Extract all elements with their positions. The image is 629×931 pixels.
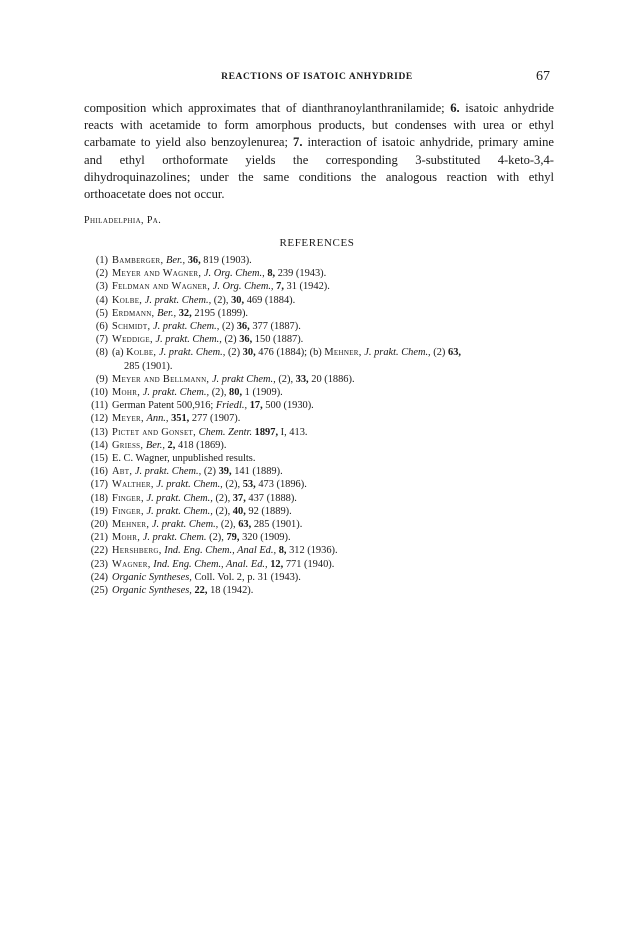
- reference-item: (20) Mehner, J. prakt. Chem., (2), 63, 285 (1901).: [90, 519, 303, 531]
- item-number-7: 7.: [293, 135, 303, 150]
- reference-item: (12) Meyer, Ann., 351, 277 (1907).: [90, 413, 241, 425]
- reference-item: (6) Schmidt, J. prakt. Chem., (2) 36, 377 (1887).: [95, 321, 301, 333]
- reference-item: (23) Wagner, Ind. Eng. Chem., Anal. Ed., 12, 771 (1940).: [90, 558, 335, 570]
- page-number: 67: [536, 69, 550, 84]
- reference-item: (14) Griess, Ber., 2, 418 (1869).: [90, 439, 227, 451]
- reference-item: (11) German Patent 500,916; Friedl., 17, 500 (1930).: [91, 400, 314, 412]
- reference-item: (13) Pictet and Gonset, Chem. Zentr. 1897, I, 413.: [90, 426, 308, 438]
- reference-item: (4) Kolbe, J. prakt. Chem., (2), 30, 469 (1884).: [95, 294, 296, 306]
- references-heading: REFERENCES: [279, 237, 355, 249]
- reference-item: (24) Organic Syntheses, Coll. Vol. 2, p. 31 (1943).: [90, 571, 301, 583]
- reference-item: (7) Weddige, J. prakt. Chem., (2) 36, 150 (1887).: [95, 334, 304, 346]
- reference-item: (17) Walther, J. prakt. Chem., (2), 53, 473 (1896).: [90, 479, 307, 491]
- body-text-2: isatoic anhydride reacts with acetamide to form amorphous products, but condenses with urea or ethyl carbamate to yield also benzoylenurea;: [84, 101, 554, 150]
- reference-item: (22) Hershberg, Ind. Eng. Chem., Anal Ed., 8, 312 (1936).: [90, 545, 338, 557]
- body-text-1: composition which approximates that of dianthranoylanthranilamide;: [84, 101, 451, 115]
- reference-item: (21) Mohr, J. prakt. Chem. (2), 79, 320 (1909).: [90, 532, 291, 544]
- reference-item: (15) E. C. Wagner, unpublished results.: [90, 453, 256, 465]
- reference-item: (19) Finger, J. prakt. Chem., (2), 40, 92 (1889).: [90, 505, 292, 517]
- reference-item: (9) Meyer and Bellmann, J. prakt Chem., (2), 33, 20 (1886).: [95, 373, 355, 385]
- reference-item: (3) Feldman and Wagner, J. Org. Chem., 7, 31 (1942).: [95, 281, 330, 293]
- reference-item: (8) (a) Kolbe, J. prakt. Chem., (2) 30, 476 (1884); (b) Mehner, J. prakt. Chem., (2) 63, 285 (1901).: [95, 347, 461, 372]
- reference-item: (16) Abt, J. prakt. Chem., (2) 39, 141 (1889).: [90, 466, 283, 478]
- item-number-6: 6.: [450, 101, 460, 115]
- author-location: Philadelphia, Pa.: [84, 215, 162, 226]
- body-text-3: interaction of isatoic anhydride, primary amine and ethyl orthoformate yields the corresponding 3-substituted 4-keto-3,4-dihydroquinazolines; under the same conditions the analogous reaction with ethyl orthoacetate does not occur.: [84, 135, 554, 202]
- reference-item: (18) Finger, J. prakt. Chem., (2), 37, 437 (1888).: [90, 492, 297, 504]
- running-title: REACTIONS OF ISATOIC ANHYDRIDE: [221, 72, 413, 82]
- body-paragraph: [84, 100, 554, 203]
- running-head: [84, 69, 550, 88]
- reference-item: (10) Mohr, J. prakt. Chem., (2), 80, 1 (1909).: [90, 387, 283, 399]
- reference-item: (2) Meyer and Wagner, J. Org. Chem., 8, 239 (1943).: [95, 268, 327, 280]
- reference-item: (1) Bamberger, Ber., 36, 819 (1903).: [95, 255, 252, 266]
- reference-item: (25) Organic Syntheses, 22, 18 (1942).: [90, 585, 254, 597]
- references-list: [84, 254, 554, 597]
- reference-item: (5) Erdmann, Ber., 32, 2195 (1899).: [95, 307, 249, 319]
